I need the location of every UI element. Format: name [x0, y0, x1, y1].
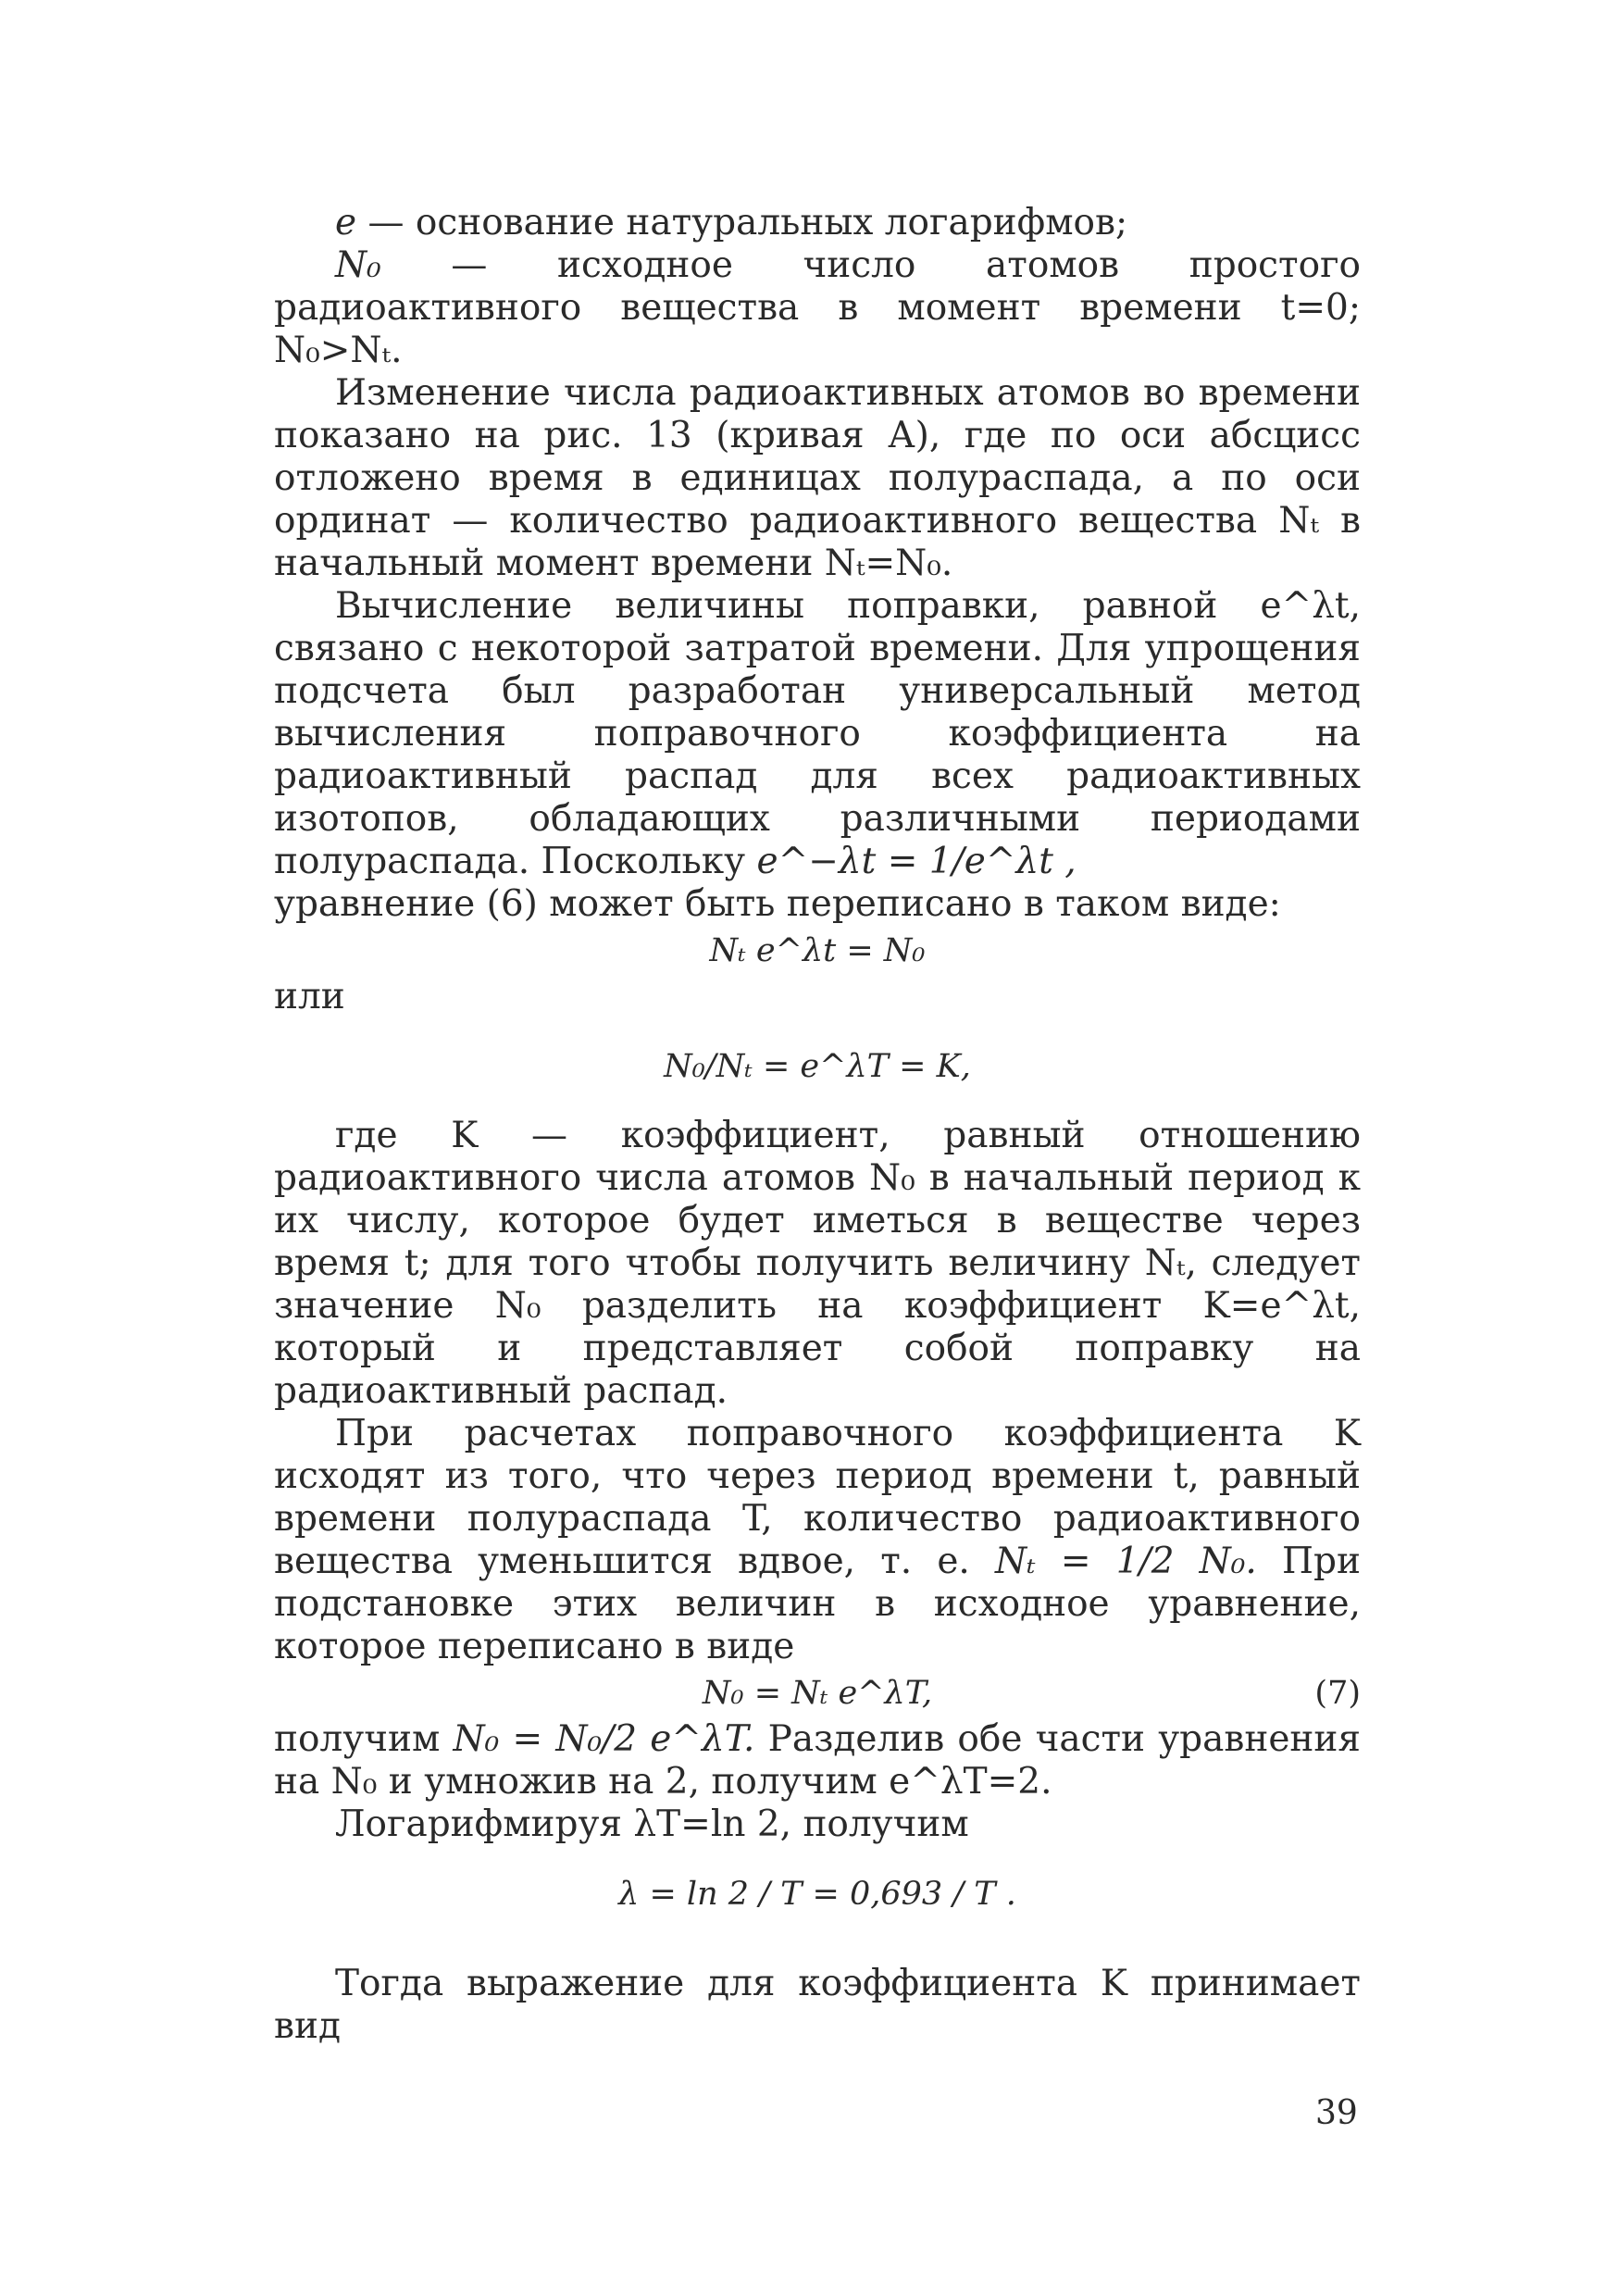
- connector-word: или: [274, 976, 345, 1017]
- inline-formula: e^−λt = 1/e^λt ,: [756, 841, 1077, 882]
- inline-formula: Nₜ = 1/2 N₀.: [995, 1541, 1257, 1582]
- def-symbol: e: [335, 202, 357, 243]
- paragraph: Логарифмируя λT=ln 2, получим: [335, 1803, 969, 1845]
- paragraph: Изменение числа радиоактивных атомов во времени показано на рис. 13 (кривая А), где по оси абсцисс отложено время в единицах полураспада, а по оси ординат — количество радиоактивного вещества Nₜ в начальный момент времени Nₜ=N₀.: [274, 372, 1361, 584]
- def-symbol: N₀: [335, 244, 381, 286]
- paragraph-text: получим: [274, 1718, 441, 1760]
- paragraph: [274, 1413, 1361, 1668]
- definition-n0: [274, 244, 1361, 372]
- equation-1: Nₜ e^λt = N₀: [709, 932, 926, 969]
- paragraph: [274, 1718, 1361, 1803]
- inline-formula: N₀ = N₀/2 e^λT.: [453, 1718, 755, 1760]
- equation-7: [274, 1668, 1361, 1718]
- definition-e: [274, 202, 1361, 244]
- paragraph-text: При подстановке этих величин в исходное уравнение, которое переписано в виде: [274, 1541, 1361, 1667]
- paragraph: где K — коэффициент, равный отношению радиоактивного числа атомов N₀ в начальный период к их числу, которое будет иметься в веществе через время t; для того чтобы получить величину Nₜ, следует значение N₀ разделить на коэффициент K=e^λt, который и представляет собой поправку на радиоактивный распад.: [274, 1115, 1361, 1412]
- paragraph-text: Разделив обе части уравнения на N₀ и умножив на 2, получим e^λT=2.: [274, 1718, 1362, 1803]
- def-text: — основание натуральных логарифмов;: [356, 202, 1128, 243]
- equation-number: (7): [1314, 1675, 1361, 1712]
- paragraph-text: Вычисление величины поправки, равной e^λt, связано с некоторой затратой времени. Для упрощения подсчета был разработан универсальный метод вычисления поправочного коэффициента на радиоактивный распад для всех радиоактивных изотопов, обладающих различными периодами полураспада. Поскольку: [274, 585, 1361, 882]
- equation-lambda: λ = ln 2 / T = 0,693 / T .: [618, 1876, 1016, 1913]
- paragraph: [274, 585, 1361, 883]
- paragraph-continuation: уравнение (6) может быть переписано в таком виде:: [274, 883, 1281, 925]
- paragraph: Тогда выражение для коэффициента K принимает вид: [274, 1963, 1361, 2047]
- text-column: [274, 202, 1361, 2048]
- equation-2: N₀/Nₜ = e^λT = K,: [664, 1048, 971, 1085]
- page-number: 39: [1315, 2094, 1358, 2132]
- def-text: — исходное число атомов простого радиоактивного вещества в момент времени t=0; N₀>Nₜ.: [274, 244, 1361, 371]
- equation-body: N₀ = Nₜ e^λT,: [702, 1675, 933, 1712]
- paragraph-text: При расчетах поправочного коэффициента K исходят из того, что через период времени t, равный времени полураспада T, количество радиоактивного вещества уменьшится вдвое, т. е.: [274, 1413, 1361, 1582]
